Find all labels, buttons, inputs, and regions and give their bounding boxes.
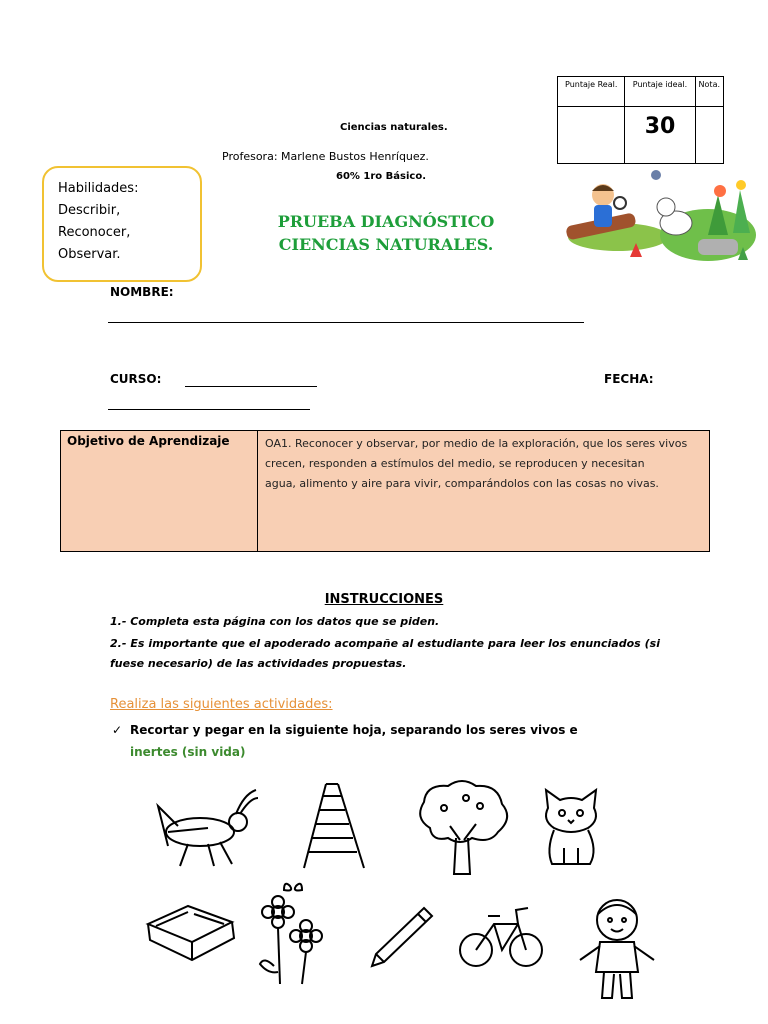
activity-task [112, 719, 660, 763]
score-header-grade: Nota. [695, 77, 723, 107]
flowers-icon[interactable] [254, 880, 332, 988]
skill-item: Describir, [58, 203, 121, 218]
course-field-line[interactable] [185, 386, 317, 387]
kitten-icon[interactable] [540, 786, 602, 868]
skill-item: Observar. [58, 247, 121, 262]
course-field-line-2[interactable] [108, 409, 310, 410]
objective-line: OA1. Reconocer y observar, por medio de la exploración, que los seres vivos [265, 437, 688, 450]
score-real-value[interactable] [558, 107, 625, 164]
instruction-item-2: 2.- Es importante que el apoderado acompañe al estudiante para leer los enunciados (si fuese necesario) de las actividades propuestas. [110, 637, 660, 670]
score-header-ideal: Puntaje ideal. [625, 77, 695, 107]
grasshopper-icon[interactable] [148, 786, 260, 872]
nature-explorer-illustration [558, 165, 758, 265]
task-text-green: inertes (sin vida) [130, 745, 246, 759]
skills-title: Habilidades: [58, 181, 139, 196]
date-label: FECHA: [604, 372, 654, 386]
score-grade-value[interactable] [695, 107, 723, 164]
ladder-icon[interactable] [296, 780, 374, 872]
task-text: Recortar y pegar en la siguiente hoja, separando los seres vivos e [130, 723, 578, 737]
instructions-title: INSTRUCCIONES [324, 592, 444, 607]
title-line-2: CIENCIAS NATURALES. [278, 235, 494, 254]
score-table [557, 76, 724, 164]
skill-item: Reconocer, [58, 225, 131, 240]
score-header-real: Puntaje Real. [558, 77, 625, 107]
learning-objective-table [60, 430, 710, 552]
name-field-line[interactable] [108, 322, 584, 323]
teacher-label: Profesora: Marlene Bustos Henríquez. [222, 150, 429, 163]
check-icon: ✓ [112, 723, 123, 737]
objective-line: agua, alimento y aire para vivir, comparándolos con las cosas no vivas. [265, 477, 659, 490]
instruction-item-1: 1.- Completa esta página con los datos que se piden. [110, 615, 440, 628]
page-title [236, 210, 536, 256]
score-ideal-value: 30 [625, 107, 695, 164]
name-label: NOMBRE: [110, 285, 174, 299]
objective-line: crecen, responden a estímulos del medio, se reproducen y necesitan [265, 457, 645, 470]
bicycle-icon[interactable] [456, 900, 546, 972]
pencil-icon[interactable] [366, 904, 436, 970]
title-line-1: PRUEBA DIAGNÓSTICO [277, 212, 495, 231]
level-label: 60% 1ro Básico. [336, 171, 427, 182]
course-label: CURSO: [110, 372, 162, 386]
open-book-icon[interactable] [144, 900, 240, 966]
objective-text [265, 434, 705, 494]
subject-label: Ciencias naturales. [340, 122, 448, 133]
skills-box [42, 166, 202, 282]
tree-icon[interactable] [410, 778, 514, 878]
child-icon[interactable] [572, 894, 662, 1006]
activities-heading-link[interactable]: Realiza las siguientes actividades: [110, 697, 333, 712]
objective-label: Objetivo de Aprendizaje [61, 431, 258, 551]
